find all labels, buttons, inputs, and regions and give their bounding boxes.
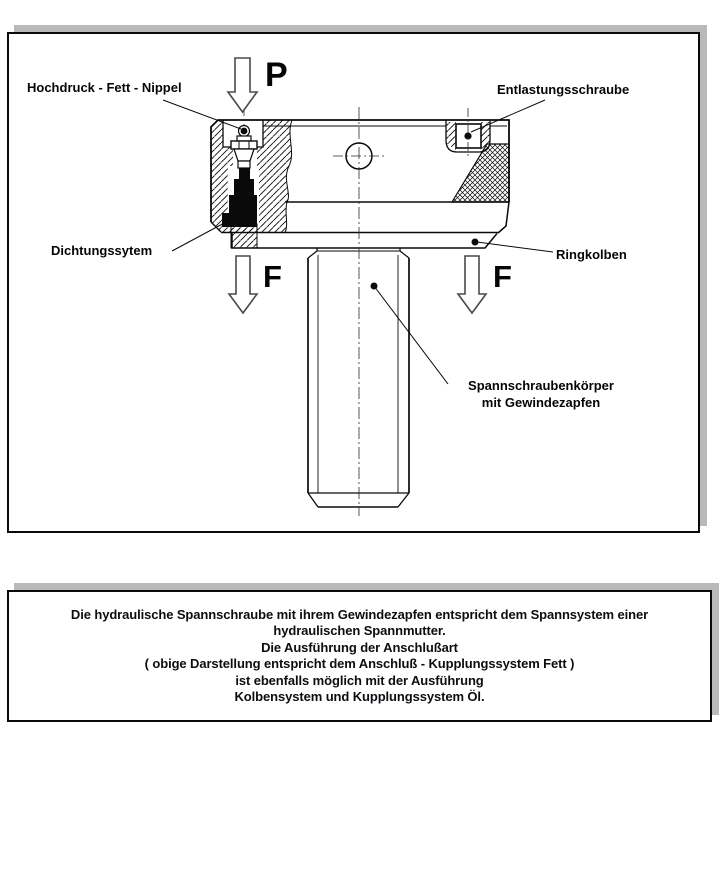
knurl-pattern [452,144,509,202]
label-relief-screw: Entlastungsschraube [497,82,630,97]
label-sealing-system: Dichtungssytem [51,243,153,258]
label-screw-body-line1: Spannschraubenkörper [468,378,614,393]
force-symbol-right: F [493,259,512,294]
label-ring-piston: Ringkolben [556,247,627,262]
pressure-symbol: P [265,56,288,94]
label-screw-body-line2: mit Gewindezapfen [481,395,601,410]
label-grease-nipple: Hochdruck - Fett - Nippel [27,80,182,95]
description-line: Kolbensystem und Kupplungssystem Öl. [234,689,485,704]
threaded-stud-graphic [308,248,409,507]
label-screw-body [430,377,652,411]
description-line: ist ebenfalls möglich mit der Ausführung [235,672,484,688]
description-line: Die Ausführung der Anschlußart [261,639,458,655]
force-symbol-left: F [263,259,282,294]
description-line: ( obige Darstellung entspricht dem Anschluß - Kupplungssystem Fett ) [144,656,575,671]
pressure-arrow-icon [228,58,257,112]
description-line: Die hydraulische Spannschraube mit ihrem Gewindezapfen entspricht dem Spannsystem einer [70,606,649,622]
leader-dots [371,239,479,290]
force-arrow-left-icon [229,256,257,313]
force-arrow-right-icon [458,256,486,313]
description-line: hydraulischen Spannmutter. [273,623,446,638]
